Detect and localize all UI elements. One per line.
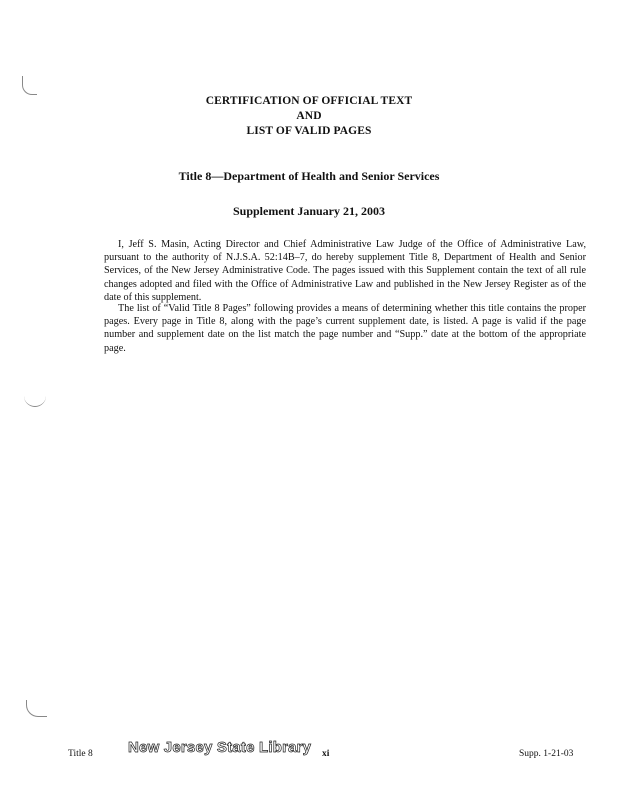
heading-line-3: LIST OF VALID PAGES <box>246 125 372 137</box>
library-stamp: New Jersey State Library <box>128 739 312 756</box>
valid-pages-paragraph: The list of “Valid Title 8 Pages” following provides a means of determining whether this title contains the proper pages. Every page in Title 8, along with the page’s current supplement date, is listed. A page is valid if the page number and supplement date on the list match the page number and “Supp.” date at the bottom of the appropriate page. <box>104 303 586 354</box>
supplement-date-heading: Supplement January 21, 2003 <box>232 204 386 218</box>
footer-page-number: xi <box>322 749 330 759</box>
certification-heading <box>0 94 618 139</box>
binder-hole-mark-bottom <box>26 700 47 717</box>
binder-hole-mark-top <box>22 76 37 95</box>
title-heading: Title 8—Department of Health and Senior Services <box>178 169 440 183</box>
certification-paragraph: I, Jeff S. Masin, Acting Director and Chief Administrative Law Judge of the Office of Administrative Law, pursuant to the authority of N.J.S.A. 52:14B–7, do hereby supplement Title 8, Department of Health and Senior Services, of the New Jersey Administrative Code. The pages issued with this Supplement contain the text of all rule changes adopted and filed with the Office of Administrative Law and published in the New Jersey Register as of the date of this supplement. <box>104 239 586 303</box>
heading-line-2: AND <box>296 110 322 122</box>
binder-hole-mark-middle <box>24 390 46 407</box>
heading-line-1: CERTIFICATION OF OFFICIAL TEXT <box>205 95 413 107</box>
footer-supplement-date: Supp. 1-21-03 <box>519 749 574 759</box>
footer-title: Title 8 <box>68 749 93 759</box>
